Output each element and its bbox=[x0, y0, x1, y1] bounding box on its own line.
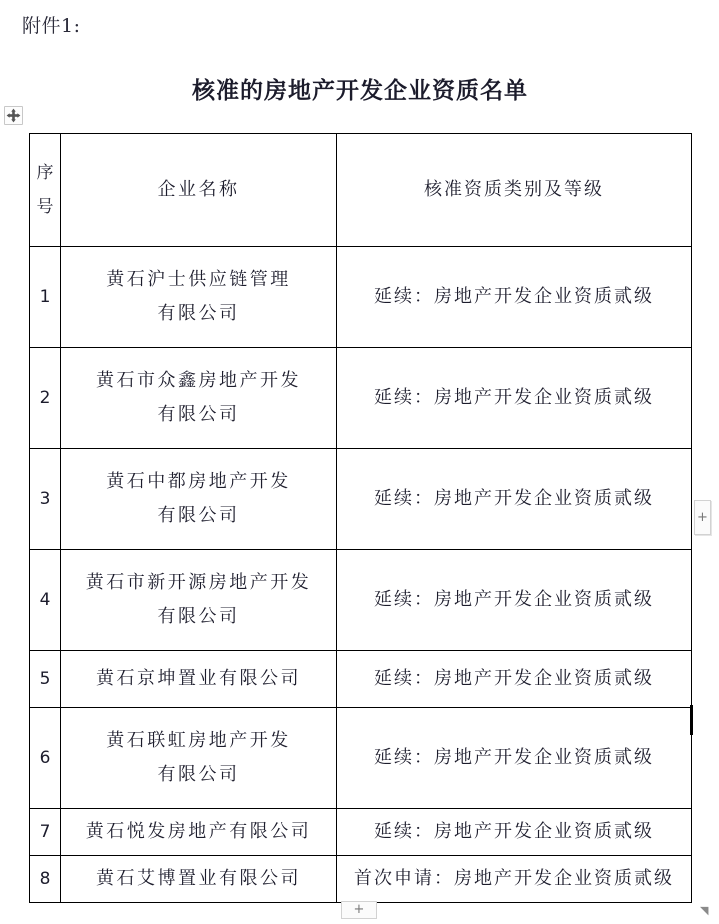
resize-grip-icon[interactable]: ◥ bbox=[700, 904, 709, 917]
table-row bbox=[30, 708, 692, 809]
insert-row-button[interactable]: + bbox=[341, 901, 377, 919]
row-qualification[interactable]: 延续：房地产开发企业资质贰级 bbox=[337, 348, 692, 449]
header-cell-qualification[interactable]: 核准资质类别及等级 bbox=[337, 134, 692, 247]
attachment-label: 附件1: bbox=[22, 15, 81, 37]
row-seq[interactable]: 4 bbox=[30, 550, 61, 651]
row-qualification[interactable]: 延续：房地产开发企业资质贰级 bbox=[337, 708, 692, 809]
row-qualification[interactable]: 首次申请：房地产开发企业资质贰级 bbox=[337, 856, 692, 903]
page-title: 核准的房地产开发企业资质名单 bbox=[192, 78, 528, 104]
row-company-name[interactable] bbox=[61, 550, 337, 651]
table-body bbox=[30, 134, 692, 903]
row-qualification[interactable]: 延续：房地产开发企业资质贰级 bbox=[337, 809, 692, 856]
company-name-line2: 有限公司 bbox=[157, 764, 240, 785]
row-company-name[interactable] bbox=[61, 449, 337, 550]
row-company-name[interactable] bbox=[61, 247, 337, 348]
table-row bbox=[30, 550, 692, 651]
row-seq[interactable]: 3 bbox=[30, 449, 61, 550]
row-seq[interactable]: 8 bbox=[30, 856, 61, 903]
table-row bbox=[30, 449, 692, 550]
move-arrows-icon bbox=[5, 107, 22, 124]
company-name-line2: 有限公司 bbox=[157, 505, 240, 526]
row-qualification[interactable]: 延续：房地产开发企业资质贰级 bbox=[337, 550, 692, 651]
row-seq[interactable]: 2 bbox=[30, 348, 61, 449]
row-qualification[interactable]: 延续：房地产开发企业资质贰级 bbox=[337, 651, 692, 708]
company-name-line2: 有限公司 bbox=[157, 303, 240, 324]
row-company-name[interactable] bbox=[61, 856, 337, 903]
table-row bbox=[30, 247, 692, 348]
header-cell-seq[interactable] bbox=[30, 134, 61, 247]
header-seq-line1: 序 bbox=[36, 163, 54, 183]
insert-column-button[interactable]: + bbox=[694, 500, 711, 535]
row-qualification[interactable]: 延续：房地产开发企业资质贰级 bbox=[337, 247, 692, 348]
row-company-name[interactable] bbox=[61, 708, 337, 809]
row-company-name[interactable] bbox=[61, 348, 337, 449]
row-company-name[interactable] bbox=[61, 651, 337, 708]
company-name-line1: 黄石沪士供应链管理 bbox=[106, 269, 291, 290]
company-name-line1: 黄石中都房地产开发 bbox=[106, 471, 291, 492]
text-cursor-caret bbox=[690, 705, 693, 735]
table-row bbox=[30, 856, 692, 903]
row-qualification[interactable]: 延续：房地产开发企业资质贰级 bbox=[337, 449, 692, 550]
company-name-line1: 黄石市众鑫房地产开发 bbox=[96, 370, 301, 391]
header-seq-line2: 号 bbox=[36, 197, 54, 217]
row-seq[interactable]: 1 bbox=[30, 247, 61, 348]
company-name-line1: 黄石联虹房地产开发 bbox=[106, 730, 291, 751]
company-name-line1: 黄石京坤置业有限公司 bbox=[96, 668, 301, 689]
company-name-line1: 黄石市新开源房地产开发 bbox=[85, 572, 312, 593]
company-name-line2: 有限公司 bbox=[157, 404, 240, 425]
table-row bbox=[30, 348, 692, 449]
header-cell-name[interactable]: 企业名称 bbox=[61, 134, 337, 247]
company-name-line1: 黄石艾博置业有限公司 bbox=[96, 868, 301, 889]
table-row bbox=[30, 651, 692, 708]
row-seq[interactable]: 6 bbox=[30, 708, 61, 809]
row-seq[interactable]: 7 bbox=[30, 809, 61, 856]
table-move-handle[interactable] bbox=[4, 106, 23, 125]
table-header-row bbox=[30, 134, 692, 247]
table-row bbox=[30, 809, 692, 856]
qualification-table bbox=[29, 133, 692, 903]
company-name-line2: 有限公司 bbox=[157, 606, 240, 627]
row-company-name[interactable] bbox=[61, 809, 337, 856]
row-seq[interactable]: 5 bbox=[30, 651, 61, 708]
company-name-line1: 黄石悦发房地产有限公司 bbox=[85, 821, 312, 842]
